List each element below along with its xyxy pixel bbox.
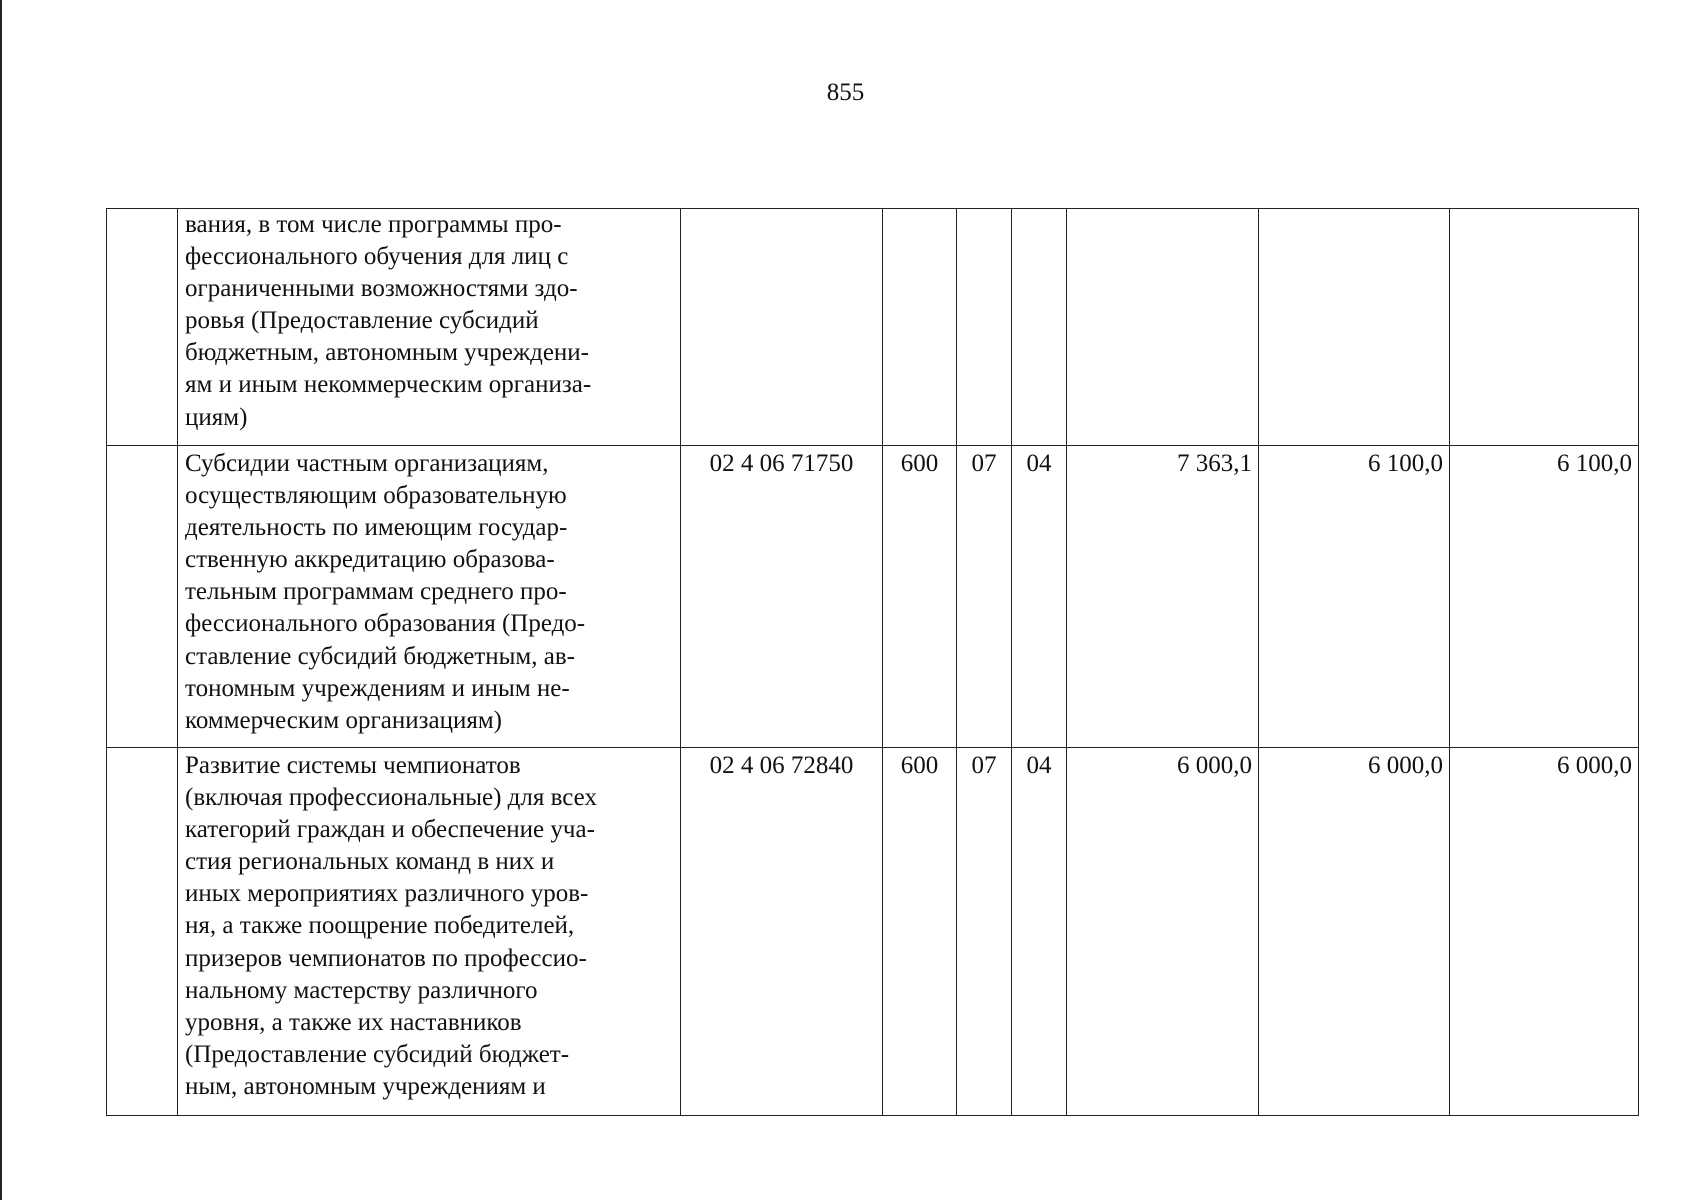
name-line: ограниченными возможностями здо- bbox=[185, 275, 578, 303]
table-row bbox=[107, 209, 1639, 446]
name-line: фессионального обучения для лиц с bbox=[185, 243, 569, 271]
subsection-cell: 04 bbox=[1012, 446, 1067, 748]
table-row bbox=[107, 748, 1639, 1116]
name-line: уровня, а также их наставников bbox=[185, 1008, 522, 1036]
expense-type-cell: 600 bbox=[883, 446, 957, 748]
amount-2-cell: 6 100,0 bbox=[1259, 446, 1450, 748]
target-code-cell: 02 4 06 72840 bbox=[681, 748, 883, 1116]
name-line: ям и иным некоммерческим организа- bbox=[185, 371, 592, 399]
target-code-cell: 02 4 06 71750 bbox=[681, 446, 883, 748]
amount-2-cell bbox=[1259, 209, 1450, 446]
section-cell bbox=[957, 209, 1012, 446]
name-line: иных мероприятиях различного уров- bbox=[185, 880, 589, 908]
row-number-cell bbox=[107, 446, 178, 748]
row-number-cell bbox=[107, 748, 178, 1116]
amount-1-cell: 7 363,1 bbox=[1067, 446, 1259, 748]
section-cell: 07 bbox=[957, 748, 1012, 1116]
amount-1-cell bbox=[1067, 209, 1259, 446]
subsection-cell bbox=[1012, 209, 1067, 446]
name-line: нальному мастерству различного bbox=[185, 976, 538, 1004]
name-line: бюджетным, автономным учреждени- bbox=[185, 339, 589, 367]
name-line: ровья (Предоставление субсидий bbox=[185, 307, 539, 335]
expense-type-cell: 600 bbox=[883, 748, 957, 1116]
target-code-cell bbox=[681, 209, 883, 446]
name-line: ственную аккредитацию образова- bbox=[185, 546, 555, 574]
name-line: осуществляющим образовательную bbox=[185, 482, 567, 510]
name-line: Субсидии частным организациям, bbox=[185, 450, 549, 477]
name-line: ставление субсидий бюджетным, ав- bbox=[185, 642, 575, 670]
name-line: циям) bbox=[185, 403, 248, 431]
name-line: тельным программам среднего про- bbox=[185, 578, 567, 606]
name-line: деятельность по имеющим государ- bbox=[185, 514, 568, 542]
expense-type-cell bbox=[883, 209, 957, 446]
name-line: (Предоставление субсидий бюджет- bbox=[185, 1040, 570, 1068]
page-number: 855 bbox=[826, 79, 865, 106]
name-line: вания, в том числе программы про- bbox=[185, 211, 562, 238]
name-line: фессионального образования (Предо- bbox=[185, 610, 586, 638]
amount-3-cell: 6 000,0 bbox=[1450, 748, 1639, 1116]
name-line: коммерческим организациям) bbox=[185, 706, 502, 734]
name-line: тономным учреждениям и иным не- bbox=[185, 674, 570, 702]
name-line: стия региональных команд в них и bbox=[185, 848, 555, 876]
section-cell: 07 bbox=[957, 446, 1012, 748]
name-line: Развитие системы чемпионатов bbox=[185, 752, 521, 779]
subsection-cell: 04 bbox=[1012, 748, 1067, 1116]
name-line: ня, а также поощрение победителей, bbox=[185, 912, 575, 940]
amount-2-cell: 6 000,0 bbox=[1259, 748, 1450, 1116]
amount-3-cell: 6 100,0 bbox=[1450, 446, 1639, 748]
amount-1-cell: 6 000,0 bbox=[1067, 748, 1259, 1116]
expenditure-name-cell bbox=[178, 446, 681, 748]
scan-margin-rule bbox=[0, 0, 2, 1200]
name-line: (включая профессиональные) для всех bbox=[185, 784, 597, 812]
name-line: ным, автономным учреждениям и bbox=[185, 1072, 546, 1100]
expenditure-name-cell bbox=[178, 209, 681, 446]
budget-allocation-table bbox=[106, 208, 1639, 1116]
name-line: категорий граждан и обеспечение уча- bbox=[185, 816, 595, 844]
expenditure-name-cell bbox=[178, 748, 681, 1116]
amount-3-cell bbox=[1450, 209, 1639, 446]
row-number-cell bbox=[107, 209, 178, 446]
name-line: призеров чемпионатов по профессио- bbox=[185, 944, 587, 972]
table-row bbox=[107, 446, 1639, 748]
